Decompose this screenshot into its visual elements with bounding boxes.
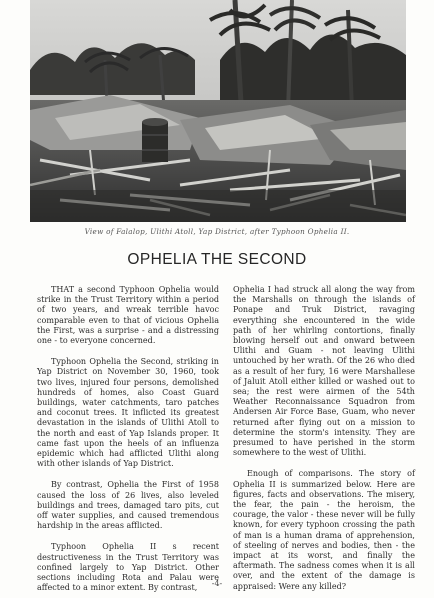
right-column xyxy=(233,285,415,603)
paragraph: Typhoon Ophelia the Second, striking in Yap District on November 30, 1960, took two lives, injured four persons, demolished hundreds of homes, also Coast Guard buildings, water catchments, taro patches and coconut trees. It inflicted its greatest devastation in the islands of Ulithi Atoll to the north and east of Yap Islands proper. It came fast upon the heels of an influenza epidemic which had afflicted Ulithi along with other islands of Yap District. xyxy=(37,357,219,469)
paragraph: Enough of comparisons. The story of Ophelia II is summarized below. Here are figures, facts and observations. The misery, the fear, the pain - the heroism, the courage, the valor - these never will be fully known, for every typhoon crossing the path of man is a human drama of apprehension, of steeling of nerves and bodies, then - the impact at its worst, and finally the aftermath. The sadness comes when it is all over, and the extent of the damage is appraised: Were any killed? xyxy=(233,469,415,591)
article-title: OPHELIA THE SECOND xyxy=(127,251,307,268)
paragraph: Typhoon Ophelia II s recent destructiveness in the Trust Territory was confined largely to Yap District. Other sections including Rota and Palau were affected to a minor extent. By contrast, xyxy=(37,542,219,593)
page-number: -4- xyxy=(211,579,223,588)
photo-image xyxy=(30,0,406,222)
typhoon-damage-photo xyxy=(30,0,406,222)
paragraph: By contrast, Ophelia the First of 1958 caused the loss of 26 lives, also leveled buildings and trees, damaged taro pits, cut off water supplies, and caused tremendous hardship in the areas afflicted. xyxy=(37,480,219,531)
paragraph: THAT a second Typhoon Ophelia would strike in the Trust Territory within a period of two years, and wreak terrible havoc comparable even to that of vicious Ophelia the First, was a surprise - and a distressing one - to everyone concerned. xyxy=(37,285,219,346)
photo-caption: View of Falalop, Ulithi Atoll, Yap District, after Typhoon Ophelia II. xyxy=(84,227,350,236)
left-column xyxy=(37,285,219,604)
paragraph: Ophelia I had struck all along the way from the Marshalls on through the islands of Ponape and Truk District, ravaging everything she encountered in the wide path of her whirling contortions, finally blowing herself out and onward between Ulithi and Guam - not leaving Ulithi untouched by her wrath. Of the 26 who died as a result of her fury, 16 were Marshallese of Jaluit Atoll either killed or washed out to sea; the rest were airmen of the 54th Weather Reconnaissance Squadron from Andersen Air Force Base, Guam, who never returned after flying out on a mission to determine the storm's intensity. They are presumed to have perished in the storm somewhere to the west of Ulithi. xyxy=(233,285,415,458)
